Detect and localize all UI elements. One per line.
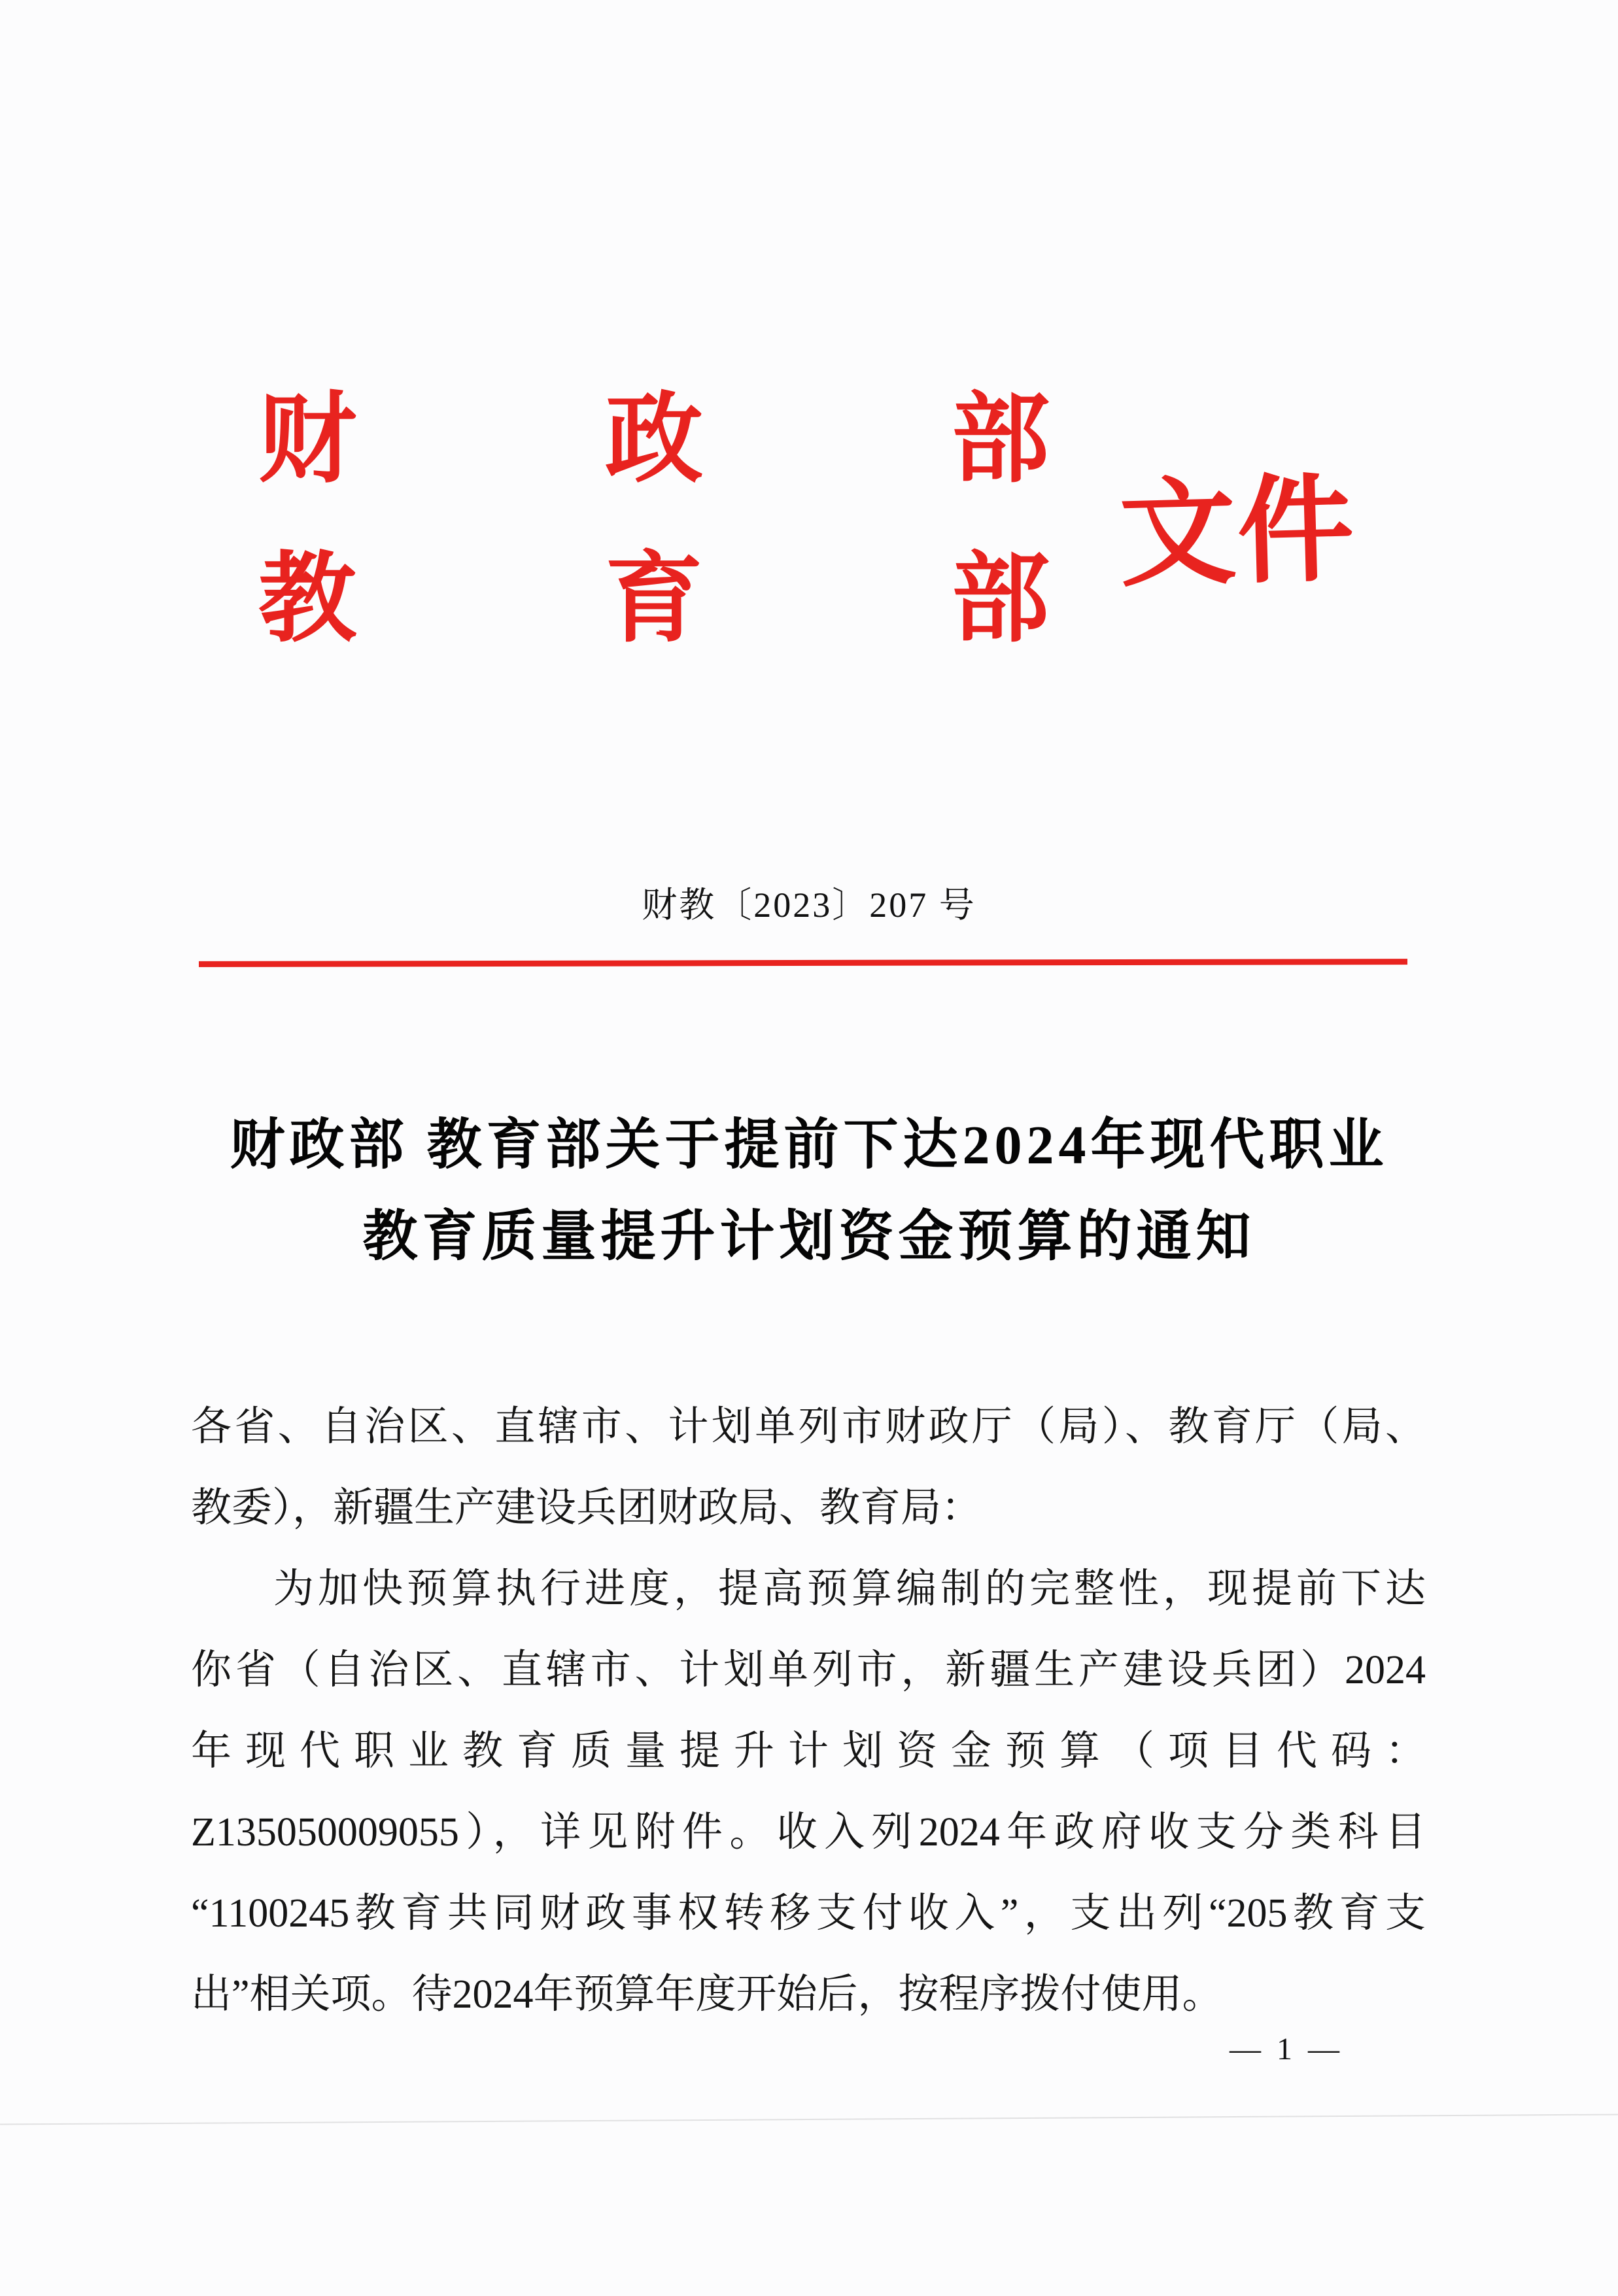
body-line: 年现代职业教育质量提升计划资金预算（项目代码： xyxy=(191,1729,1426,1773)
body-line: 各省、自治区、直辖市、计划单列市财政厅（局）、教育厅（局、 xyxy=(191,1405,1426,1449)
agency-char: 财 xyxy=(258,386,357,494)
agency-char: 部 xyxy=(951,386,1050,494)
document-title-line1: 财政部 教育部关于提前下达2024年现代职业 xyxy=(230,1115,1388,1176)
agency-char: 教 xyxy=(258,545,357,654)
doc-number: 财教〔2023〕207 号 xyxy=(642,885,976,925)
red-divider-line xyxy=(199,959,1407,967)
letterhead-doc-type-label: 文件 xyxy=(1118,465,1357,601)
body-line: 出”相关项。待2024年预算年度开始后，按程序拨付使用。 xyxy=(191,1972,1223,2017)
document-title xyxy=(0,1100,1618,1283)
body-line: 你省（自治区、直辖市、计划单列市，新疆生产建设兵团）2024 xyxy=(191,1648,1426,1692)
body-line: 为加快预算执行进度，提高预算编制的完整性，现提前下达 xyxy=(273,1567,1426,1611)
page-number: — 1 — xyxy=(1230,2032,1343,2066)
letterhead-agency-line2 xyxy=(258,545,1050,654)
body-line: “1100245教育共同财政事权转移支付收入”，支出列“205教育支 xyxy=(191,1891,1426,1936)
scan-crease-artifact xyxy=(0,2114,1618,2125)
letterhead-agency-line1 xyxy=(258,386,1050,494)
agency-char: 育 xyxy=(604,545,703,654)
agency-char: 政 xyxy=(604,386,703,494)
body-line: Z135050009055），详见附件。收入列2024年政府收支分类科目 xyxy=(191,1810,1426,1855)
document-body xyxy=(191,1386,1426,2035)
body-line: 教委），新疆生产建设兵团财政局、教育局： xyxy=(191,1486,982,1530)
document-title-line2: 教育质量提升计划资金预算的通知 xyxy=(362,1207,1256,1267)
agency-char: 部 xyxy=(951,545,1050,654)
